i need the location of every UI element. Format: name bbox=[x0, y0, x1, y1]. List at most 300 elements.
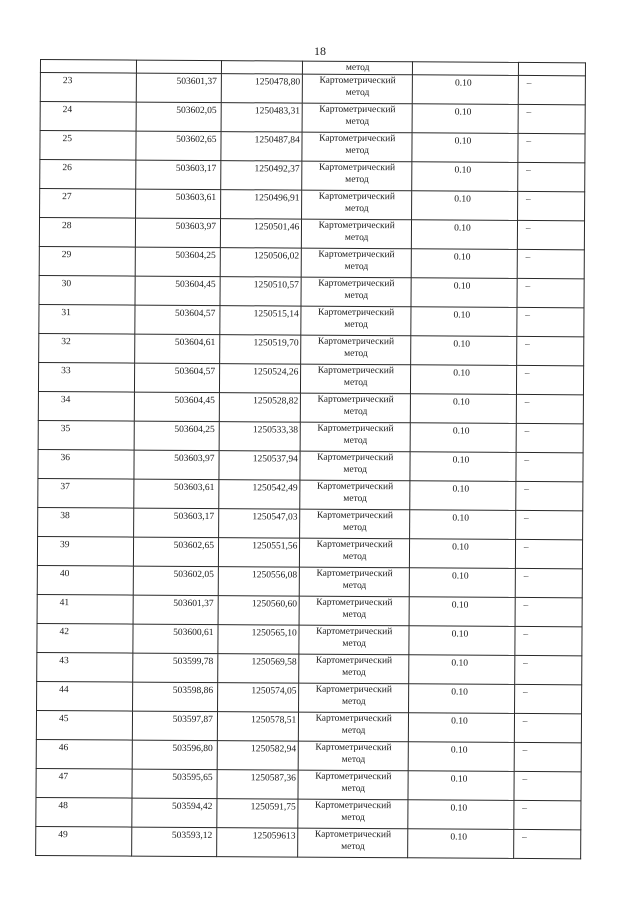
point-number-value: 40 bbox=[59, 569, 70, 580]
method-text: метод bbox=[341, 754, 366, 765]
note-cell bbox=[515, 510, 582, 539]
precision-cell bbox=[409, 684, 515, 714]
y-coordinate-value: 1250524,26 bbox=[253, 367, 299, 378]
x-coordinate-cell bbox=[136, 102, 222, 132]
point-number-value: 25 bbox=[62, 134, 73, 145]
note-cell bbox=[515, 597, 582, 626]
table-row bbox=[40, 102, 585, 134]
point-number-cell bbox=[36, 768, 132, 798]
point-number-value: 46 bbox=[58, 743, 69, 754]
x-coordinate-cell bbox=[134, 450, 220, 480]
method-text: метод bbox=[343, 522, 367, 534]
note-value: – bbox=[524, 455, 530, 466]
note-cell bbox=[518, 162, 585, 191]
method-cell bbox=[300, 451, 410, 481]
x-coordinate-cell bbox=[133, 508, 219, 538]
x-coordinate-cell bbox=[134, 363, 220, 393]
point-number-value: 31 bbox=[61, 308, 71, 319]
precision-cell bbox=[411, 220, 517, 250]
y-coordinate-cell bbox=[218, 596, 300, 625]
point-number-cell bbox=[39, 275, 135, 305]
y-coordinate-value: 1250501,46 bbox=[254, 222, 300, 233]
method-cell bbox=[302, 219, 412, 249]
method-cell bbox=[300, 538, 410, 568]
precision-value: 0.10 bbox=[454, 107, 472, 118]
method-text: метод bbox=[345, 174, 369, 186]
table-row bbox=[36, 768, 581, 800]
y-coordinate-cell bbox=[219, 364, 301, 393]
table-row bbox=[36, 797, 581, 829]
point-number-cell bbox=[37, 594, 133, 624]
x-coordinate-value: 503594,42 bbox=[172, 801, 213, 813]
method-text: метод bbox=[341, 812, 365, 823]
method-text: метод bbox=[345, 87, 370, 99]
x-coordinate-value: 503604,61 bbox=[174, 337, 216, 349]
point-number-value: 27 bbox=[62, 192, 72, 203]
precision-value: 0.10 bbox=[453, 339, 471, 350]
note-value: – bbox=[526, 165, 531, 177]
note-cell bbox=[517, 249, 584, 278]
y-coordinate-value: 1250578,51 bbox=[251, 715, 297, 726]
method-cell bbox=[302, 132, 412, 162]
note-value: – bbox=[522, 803, 528, 814]
y-coordinate-cell bbox=[218, 538, 300, 567]
precision-value: 0.10 bbox=[452, 542, 469, 553]
method-text: метод bbox=[341, 841, 365, 852]
y-coordinate-cell bbox=[217, 828, 299, 857]
method-text: Картометрический bbox=[318, 162, 396, 174]
table-row bbox=[39, 218, 584, 250]
table-row bbox=[38, 478, 583, 510]
y-coordinate-cell bbox=[220, 248, 302, 277]
method-text: Картометрический bbox=[315, 713, 392, 725]
precision-cell bbox=[410, 539, 516, 569]
precision-cell bbox=[412, 133, 518, 163]
y-coordinate-value: 1250556,08 bbox=[252, 570, 298, 581]
point-number-value: 43 bbox=[59, 656, 69, 667]
method-cell bbox=[301, 306, 411, 336]
point-number-value: 30 bbox=[61, 279, 72, 290]
note-value: – bbox=[525, 223, 531, 234]
method-cell bbox=[300, 422, 410, 452]
y-coordinate-value: 1250478,80 bbox=[255, 77, 301, 88]
note-cell bbox=[516, 365, 583, 394]
point-number-value: 37 bbox=[60, 482, 70, 493]
method-cell bbox=[303, 61, 413, 75]
method-text: Картометрический bbox=[315, 742, 392, 754]
precision-value: 0.10 bbox=[454, 78, 472, 89]
table-row bbox=[38, 391, 583, 423]
method-text: метод bbox=[343, 493, 367, 505]
precision-value: 0.10 bbox=[451, 687, 468, 698]
y-coordinate-cell bbox=[218, 625, 300, 654]
y-coordinate-cell bbox=[221, 190, 303, 219]
method-cell bbox=[300, 509, 410, 539]
method-text: Картометрический bbox=[316, 626, 393, 638]
precision-cell bbox=[411, 278, 517, 308]
table-row bbox=[36, 710, 581, 742]
precision-cell bbox=[409, 655, 515, 685]
y-coordinate-value: 1250542,49 bbox=[252, 483, 298, 494]
point-number-value: 29 bbox=[61, 250, 72, 261]
y-coordinate-value: 1250492,37 bbox=[254, 164, 300, 175]
method-cell bbox=[303, 74, 413, 104]
point-number-cell bbox=[40, 73, 136, 103]
method-text: Картометрический bbox=[317, 452, 394, 464]
note-cell bbox=[517, 307, 584, 336]
method-text: метод bbox=[345, 116, 370, 128]
x-coordinate-value: 503603,97 bbox=[174, 453, 215, 465]
note-value: – bbox=[524, 484, 530, 495]
method-text: Картометрический bbox=[318, 249, 395, 261]
y-coordinate-cell bbox=[221, 132, 303, 161]
y-coordinate-cell bbox=[218, 654, 300, 683]
precision-cell bbox=[412, 104, 518, 134]
method-cell bbox=[298, 770, 408, 800]
y-coordinate-value: 1250587,36 bbox=[250, 773, 296, 784]
precision-cell bbox=[409, 626, 515, 656]
coordinates-table-body bbox=[36, 60, 586, 859]
method-text: Картометрический bbox=[315, 800, 392, 812]
x-coordinate-value: 503602,65 bbox=[176, 134, 217, 146]
precision-value: 0.10 bbox=[453, 310, 471, 321]
x-coordinate-value: 503602,05 bbox=[173, 569, 214, 581]
point-number-cell bbox=[37, 623, 133, 653]
method-text: Картометрический bbox=[319, 133, 396, 145]
note-cell bbox=[513, 829, 580, 858]
precision-cell bbox=[408, 829, 514, 859]
method-text: Картометрический bbox=[318, 191, 396, 203]
table-row bbox=[38, 507, 583, 539]
y-coordinate-value: 1250547,03 bbox=[252, 512, 298, 523]
point-number-value: 23 bbox=[62, 76, 73, 87]
point-number-value: 28 bbox=[61, 221, 72, 232]
note-value: – bbox=[526, 136, 532, 148]
method-cell bbox=[299, 683, 409, 713]
y-coordinate-cell bbox=[218, 567, 300, 596]
table-row bbox=[39, 304, 584, 336]
y-coordinate-value: 1250551,56 bbox=[252, 541, 298, 552]
precision-cell bbox=[412, 162, 518, 192]
point-number-cell bbox=[40, 189, 136, 219]
point-number-cell bbox=[38, 420, 134, 450]
x-coordinate-value: 503603,61 bbox=[173, 482, 215, 494]
point-number-cell bbox=[37, 652, 133, 682]
x-coordinate-value: 503604,45 bbox=[174, 395, 215, 407]
method-text: Картометрический bbox=[318, 278, 395, 290]
table-row bbox=[40, 160, 585, 192]
x-coordinate-cell bbox=[135, 131, 221, 161]
method-text: Картометрический bbox=[317, 423, 394, 435]
y-coordinate-cell bbox=[220, 219, 302, 248]
table-row bbox=[38, 449, 583, 481]
note-value: – bbox=[522, 745, 528, 756]
precision-cell bbox=[410, 510, 516, 540]
precision-value: 0.10 bbox=[453, 397, 470, 408]
x-coordinate-value: 503601,37 bbox=[176, 76, 217, 88]
note-value: – bbox=[525, 339, 530, 350]
x-coordinate-cell bbox=[131, 798, 217, 828]
method-cell bbox=[302, 190, 412, 220]
precision-cell bbox=[409, 568, 515, 598]
method-cell bbox=[301, 335, 411, 365]
note-value: – bbox=[525, 310, 531, 321]
y-coordinate-value: 1250506,02 bbox=[253, 251, 300, 262]
note-cell bbox=[516, 481, 583, 510]
note-value: – bbox=[522, 687, 528, 698]
note-cell bbox=[517, 278, 584, 307]
point-number-value: 47 bbox=[58, 772, 69, 783]
precision-value: 0.10 bbox=[450, 803, 468, 814]
method-cell bbox=[299, 596, 409, 626]
table-row bbox=[39, 275, 584, 307]
precision-cell bbox=[413, 62, 519, 76]
x-coordinate-cell bbox=[132, 682, 218, 712]
table-row bbox=[40, 189, 585, 221]
precision-cell bbox=[408, 771, 514, 801]
note-value: – bbox=[526, 107, 532, 119]
point-number-cell bbox=[36, 826, 132, 856]
precision-value: 0.10 bbox=[454, 223, 471, 234]
table-row bbox=[36, 739, 581, 771]
coordinates-table bbox=[35, 59, 586, 859]
method-text: Картометрический bbox=[317, 394, 394, 406]
x-coordinate-value: 503596,80 bbox=[172, 743, 213, 755]
method-cell bbox=[302, 161, 412, 191]
precision-value: 0.10 bbox=[450, 774, 468, 785]
x-coordinate-cell bbox=[132, 740, 218, 770]
method-text: Картометрический bbox=[315, 771, 392, 783]
point-number-value: 42 bbox=[59, 627, 70, 638]
note-cell bbox=[514, 684, 581, 713]
method-cell bbox=[299, 625, 409, 655]
point-number-cell bbox=[38, 449, 134, 479]
y-coordinate-cell bbox=[219, 393, 301, 422]
method-text: Картометрический bbox=[316, 539, 393, 551]
point-number-value: 26 bbox=[62, 163, 72, 174]
point-number-value: 24 bbox=[62, 105, 73, 116]
x-coordinate-value: 503604,45 bbox=[175, 279, 216, 291]
y-coordinate-value: 1250582,94 bbox=[250, 744, 297, 755]
y-coordinate-value: 1250533,38 bbox=[252, 425, 299, 436]
note-cell bbox=[515, 568, 582, 597]
point-number-value: 33 bbox=[61, 366, 71, 377]
method-cell bbox=[298, 741, 408, 771]
y-coordinate-cell bbox=[220, 335, 302, 364]
table-row bbox=[40, 73, 585, 105]
note-cell bbox=[516, 452, 583, 481]
note-cell bbox=[516, 336, 583, 365]
table-row bbox=[36, 826, 581, 858]
method-text: метод bbox=[344, 203, 369, 215]
y-coordinate-value: 1250560,60 bbox=[251, 599, 298, 610]
note-value: – bbox=[522, 832, 527, 843]
method-text: Картометрический bbox=[315, 684, 393, 696]
note-value: – bbox=[523, 542, 529, 553]
note-cell bbox=[515, 539, 582, 568]
precision-value: 0.10 bbox=[451, 600, 469, 611]
table-row bbox=[39, 246, 584, 278]
method-text: Картометрический bbox=[319, 104, 396, 116]
precision-cell bbox=[408, 742, 514, 772]
y-coordinate-cell bbox=[217, 770, 299, 799]
precision-value: 0.10 bbox=[451, 716, 468, 727]
y-coordinate-value: 1250528,82 bbox=[253, 396, 299, 407]
x-coordinate-value: 503593,12 bbox=[171, 830, 213, 842]
y-coordinate-cell bbox=[221, 103, 303, 132]
table-row bbox=[37, 594, 582, 626]
method-cell bbox=[298, 799, 408, 829]
precision-cell bbox=[411, 365, 517, 395]
y-coordinate-value: 1250487,84 bbox=[254, 135, 300, 146]
x-coordinate-value: 503604,25 bbox=[174, 424, 215, 436]
point-number-value: 41 bbox=[59, 598, 70, 609]
point-number-value: 49 bbox=[58, 830, 68, 841]
point-number-cell bbox=[38, 362, 134, 392]
method-text: Картометрический bbox=[318, 307, 395, 319]
point-number-value: 38 bbox=[60, 511, 70, 522]
method-text: метод bbox=[344, 290, 369, 302]
point-number-cell bbox=[40, 131, 136, 161]
y-coordinate-value: 1250565,10 bbox=[251, 628, 297, 639]
precision-cell bbox=[410, 394, 516, 424]
method-text: метод bbox=[342, 580, 367, 592]
point-number-cell bbox=[40, 60, 136, 74]
note-value: – bbox=[525, 194, 531, 206]
point-number-cell bbox=[38, 478, 134, 508]
x-coordinate-cell bbox=[134, 392, 220, 422]
x-coordinate-cell bbox=[134, 305, 220, 335]
method-cell bbox=[299, 654, 409, 684]
x-coordinate-cell bbox=[136, 60, 221, 74]
y-coordinate-cell bbox=[217, 741, 299, 770]
x-coordinate-value: 503604,25 bbox=[175, 250, 216, 262]
note-value: – bbox=[524, 426, 530, 437]
precision-value: 0.10 bbox=[453, 252, 471, 263]
y-coordinate-value: 1250483,31 bbox=[254, 106, 301, 117]
precision-value: 0.10 bbox=[450, 745, 468, 756]
x-coordinate-value: 503601,37 bbox=[173, 598, 214, 610]
x-coordinate-cell bbox=[132, 653, 218, 683]
x-coordinate-cell bbox=[131, 827, 217, 857]
note-value: – bbox=[523, 571, 529, 582]
precision-value: 0.10 bbox=[452, 426, 470, 437]
method-cell bbox=[301, 364, 411, 394]
precision-cell bbox=[411, 336, 517, 366]
note-cell bbox=[518, 104, 585, 133]
x-coordinate-value: 503604,57 bbox=[175, 308, 216, 320]
method-text: метод bbox=[344, 348, 368, 360]
note-cell bbox=[515, 655, 582, 684]
precision-cell bbox=[409, 597, 515, 627]
x-coordinate-cell bbox=[132, 769, 218, 799]
x-coordinate-value: 503599,78 bbox=[172, 656, 214, 668]
precision-value: 0.10 bbox=[453, 281, 471, 292]
precision-cell bbox=[412, 75, 518, 105]
note-value: – bbox=[524, 368, 530, 379]
table-row bbox=[39, 333, 584, 365]
note-value: – bbox=[526, 78, 532, 90]
x-coordinate-cell bbox=[133, 566, 219, 596]
x-coordinate-cell bbox=[133, 537, 219, 567]
y-coordinate-value: 1250569,58 bbox=[251, 657, 297, 668]
point-number-cell bbox=[38, 391, 134, 421]
precision-value: 0.10 bbox=[452, 513, 469, 524]
method-cell bbox=[300, 480, 410, 510]
y-coordinate-value: 1250574,05 bbox=[251, 686, 297, 697]
point-number-value: 36 bbox=[60, 453, 71, 464]
point-number-cell bbox=[40, 160, 136, 190]
x-coordinate-value: 503597,87 bbox=[172, 714, 213, 726]
x-coordinate-cell bbox=[135, 189, 221, 219]
precision-cell bbox=[412, 191, 518, 221]
note-value: – bbox=[524, 397, 530, 408]
y-coordinate-value: 1250515,14 bbox=[253, 309, 299, 320]
precision-cell bbox=[408, 800, 514, 830]
page-number: 18 bbox=[314, 44, 326, 58]
method-cell bbox=[301, 277, 411, 307]
note-value: – bbox=[523, 658, 528, 669]
note-cell bbox=[518, 75, 585, 104]
precision-value: 0.10 bbox=[451, 629, 469, 640]
method-text: Картометрический bbox=[316, 568, 393, 580]
y-coordinate-cell bbox=[221, 61, 302, 74]
precision-value: 0.10 bbox=[451, 658, 469, 669]
note-cell bbox=[518, 62, 585, 75]
x-coordinate-value: 503603,97 bbox=[175, 221, 216, 233]
point-number-value: 48 bbox=[58, 801, 68, 812]
precision-cell bbox=[411, 307, 517, 337]
note-value: – bbox=[523, 629, 529, 640]
x-coordinate-cell bbox=[135, 247, 221, 277]
method-cell bbox=[301, 393, 411, 423]
x-coordinate-value: 503600,61 bbox=[173, 627, 214, 639]
y-coordinate-cell bbox=[217, 712, 299, 741]
method-text: Картометрический bbox=[317, 365, 394, 377]
precision-value: 0.10 bbox=[451, 571, 469, 582]
note-cell bbox=[514, 771, 581, 800]
x-coordinate-cell bbox=[133, 595, 219, 625]
method-text: Картометрический bbox=[316, 510, 394, 522]
note-cell bbox=[514, 713, 581, 742]
method-text: Картометрический bbox=[315, 655, 393, 667]
x-coordinate-cell bbox=[133, 479, 219, 509]
method-text: метод bbox=[345, 145, 369, 157]
table-row bbox=[37, 536, 582, 568]
table-row bbox=[38, 420, 583, 452]
note-value: – bbox=[523, 600, 529, 611]
y-coordinate-value: 1250591,75 bbox=[250, 802, 296, 813]
precision-cell bbox=[411, 249, 517, 279]
point-number-value: 32 bbox=[61, 337, 71, 348]
note-cell bbox=[518, 133, 585, 162]
point-number-cell bbox=[39, 304, 135, 334]
x-coordinate-value: 503603,61 bbox=[175, 192, 217, 204]
note-cell bbox=[517, 191, 584, 220]
table-row bbox=[37, 565, 582, 597]
y-coordinate-cell bbox=[219, 451, 301, 480]
method-text: метод bbox=[344, 319, 368, 331]
method-tail: метод bbox=[345, 62, 370, 74]
y-coordinate-cell bbox=[219, 480, 301, 509]
point-number-cell bbox=[39, 218, 135, 248]
y-coordinate-cell bbox=[220, 277, 302, 306]
point-number-cell bbox=[36, 739, 132, 769]
note-value: – bbox=[522, 774, 528, 785]
method-text: Картометрический bbox=[318, 220, 395, 232]
note-cell bbox=[514, 742, 581, 771]
method-cell bbox=[300, 567, 410, 597]
